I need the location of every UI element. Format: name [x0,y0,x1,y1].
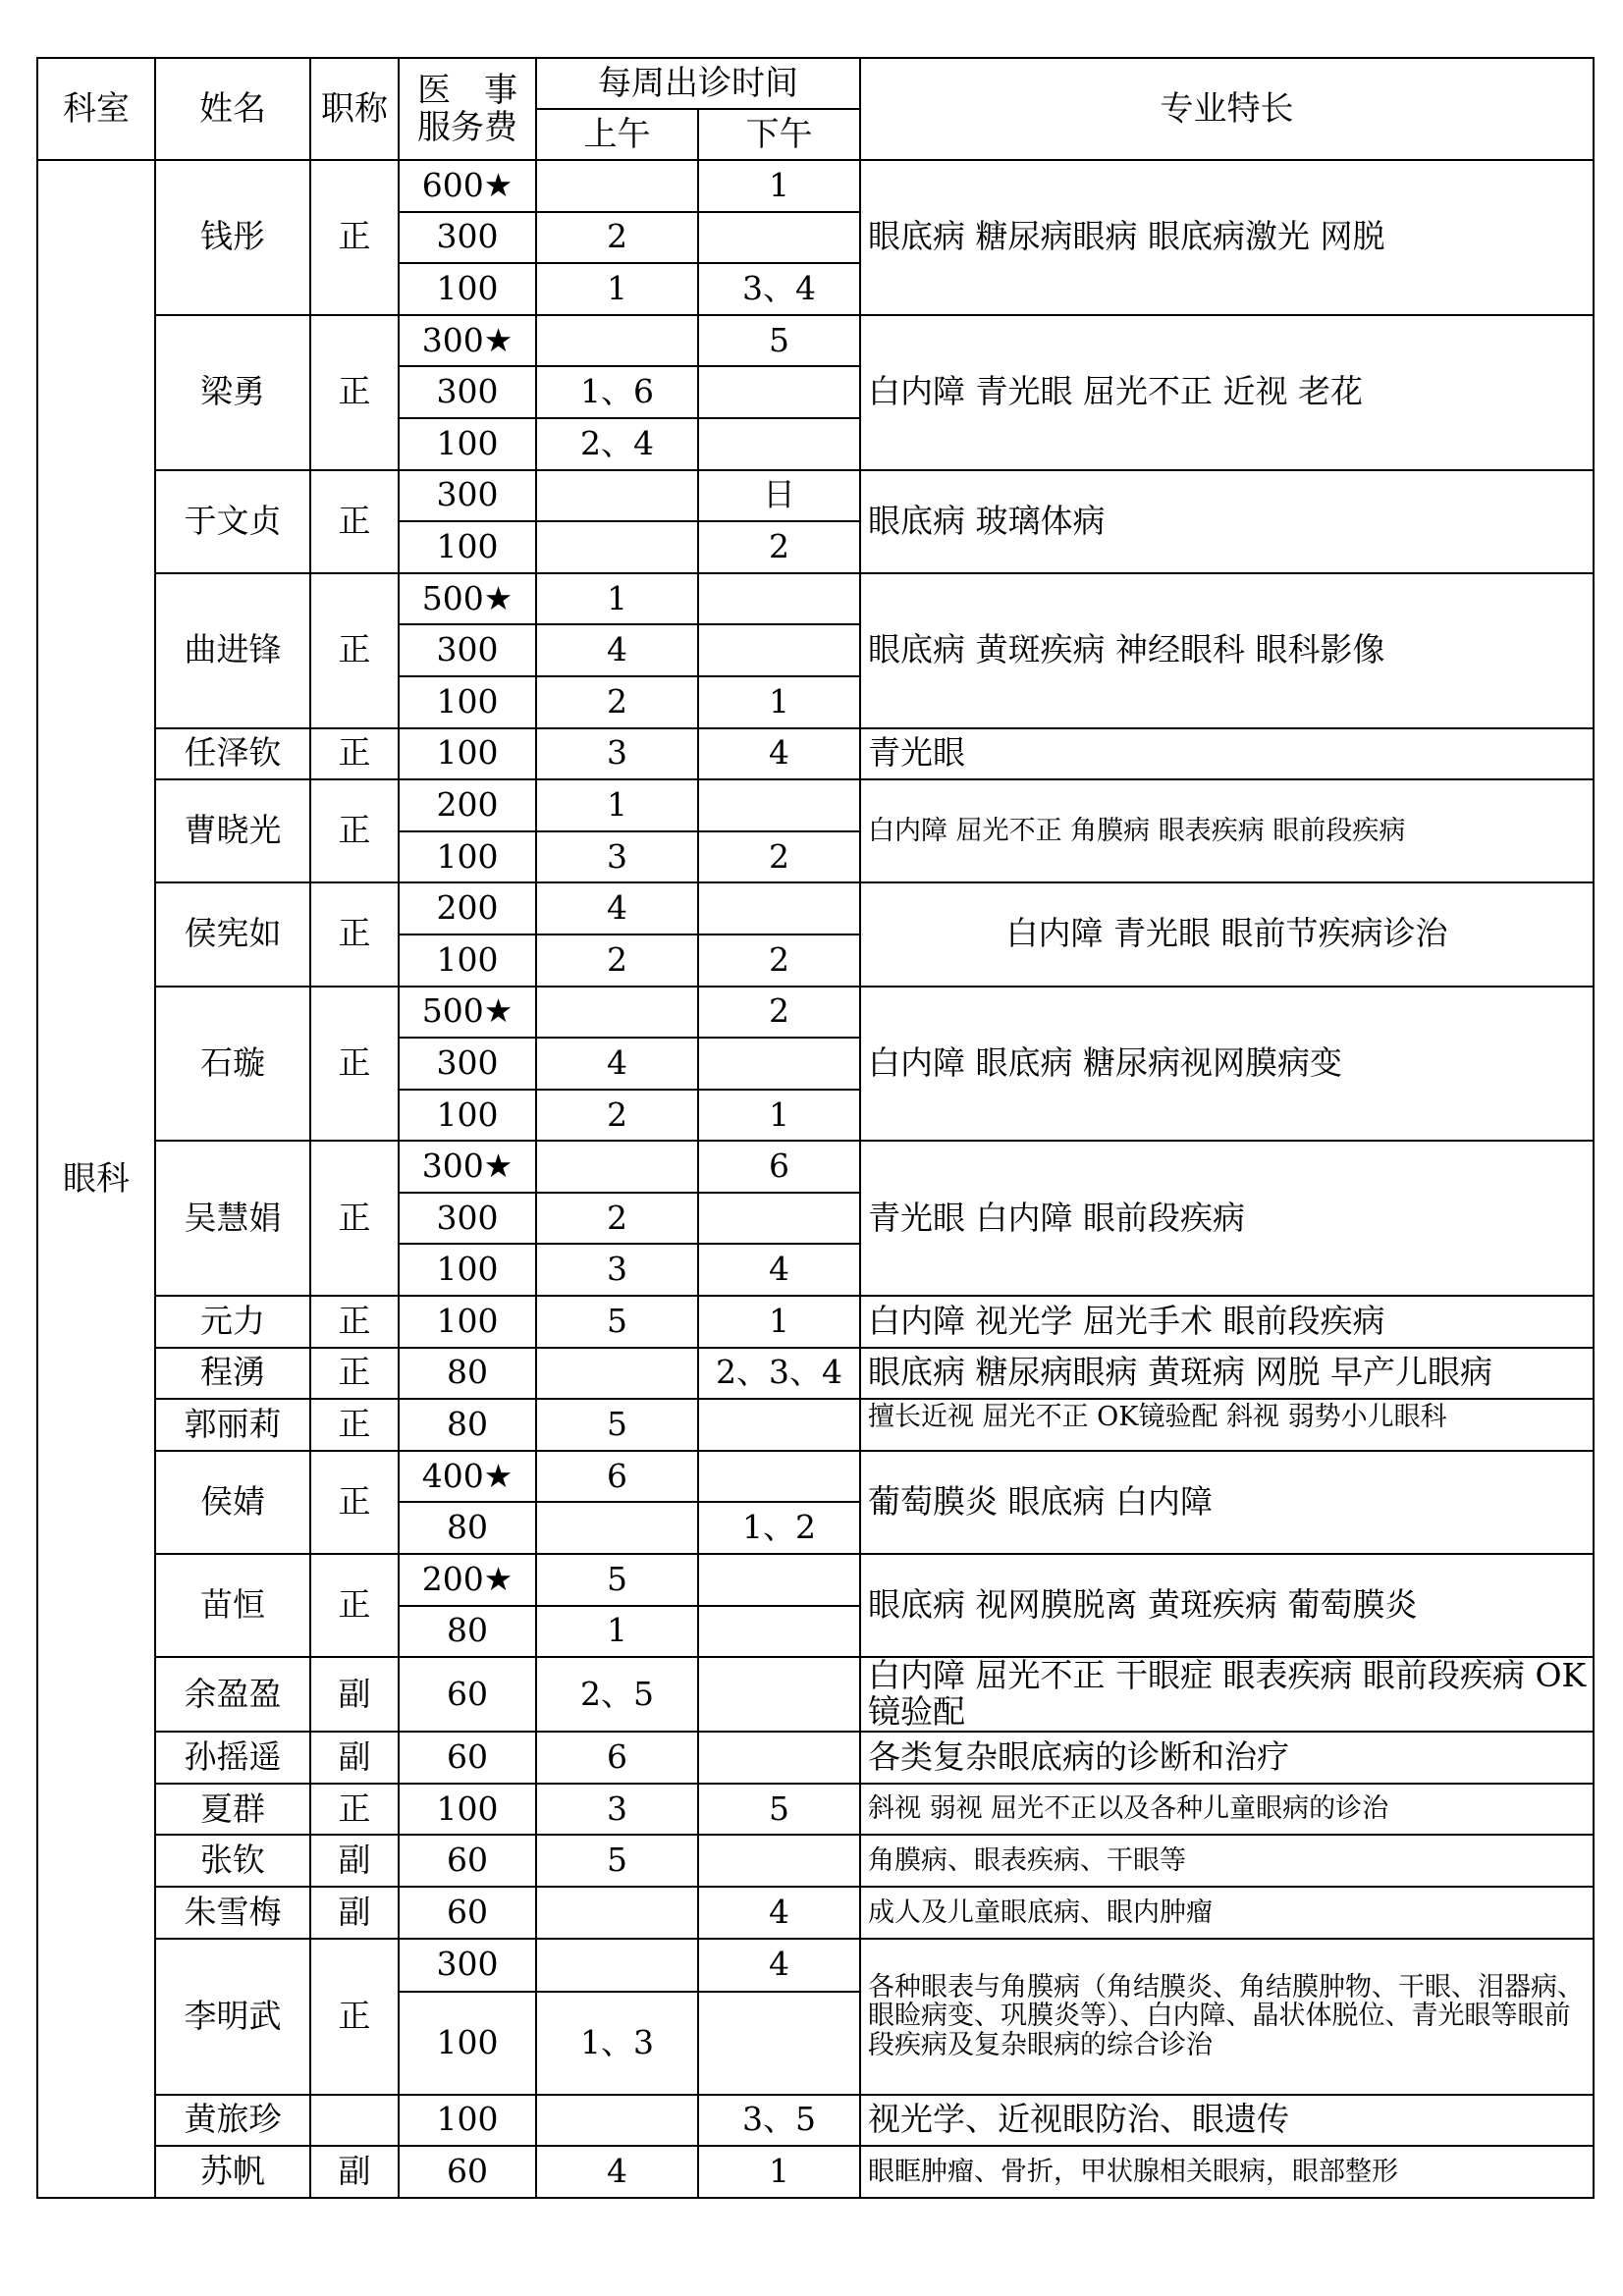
doctor-title: 正 [310,160,399,315]
morning-days: 2 [536,212,698,264]
doctor-specialty: 青光眼 白内障 眼前段疾病 [860,1141,1594,1296]
doctor-specialty: 斜视 弱视 屈光不正以及各种儿童眼病的诊治 [860,1784,1594,1836]
doctor-specialty: 白内障 视光学 屈光手术 眼前段疾病 [860,1296,1594,1348]
table-row [37,1554,1594,1606]
afternoon-days: 4 [698,1887,860,1939]
doctor-title: 正 [310,470,399,573]
doctor-specialty: 视光学、近视眼防治、眼遗传 [860,2095,1594,2147]
doctor-name: 曹晓光 [155,779,310,882]
morning-days: 3 [536,1244,698,1296]
afternoon-days [698,1451,860,1503]
table-row [37,728,1594,780]
doctor-name: 程湧 [155,1348,310,1400]
morning-days: 4 [536,624,698,676]
morning-days: 3 [536,1784,698,1836]
doctor-title: 正 [310,1141,399,1296]
doctor-specialty: 葡萄膜炎 眼底病 白内障 [860,1451,1594,1554]
doctor-name: 郭丽莉 [155,1399,310,1451]
doctor-title: 正 [310,1451,399,1554]
morning-days: 3 [536,728,698,780]
doctor-specialty: 眼底病 糖尿病眼病 眼底病激光 网脱 [860,160,1594,315]
afternoon-days: 3、5 [698,2095,860,2147]
doctor-title: 正 [310,1554,399,1657]
doctor-specialty: 白内障 青光眼 眼前节疾病诊治 [860,882,1594,986]
morning-days [536,1141,698,1193]
service-fee: 300 [399,624,536,676]
afternoon-days: 2 [698,521,860,573]
service-fee: 600★ [399,160,536,212]
afternoon-days: 1 [698,676,860,728]
table-row [37,882,1594,934]
service-fee: 60 [399,1732,536,1784]
morning-days [536,987,698,1039]
afternoon-days: 1 [698,2146,860,2198]
service-fee: 200★ [399,1554,536,1606]
doctor-title: 正 [310,1399,399,1451]
doctor-name: 于文贞 [155,470,310,573]
header-name: 姓名 [155,58,310,160]
morning-days [536,470,698,522]
service-fee: 60 [399,1887,536,1939]
doctor-name: 侯宪如 [155,882,310,986]
doctor-title: 正 [310,728,399,780]
service-fee: 300★ [399,315,536,367]
doctor-name: 苗恒 [155,1554,310,1657]
service-fee: 300 [399,470,536,522]
afternoon-days [698,418,860,470]
service-fee: 100 [399,1090,536,1142]
afternoon-days [698,1038,860,1090]
doctor-name: 夏群 [155,1784,310,1836]
morning-days [536,160,698,212]
header-specialty: 专业特长 [860,58,1594,160]
table-row [37,2095,1594,2147]
service-fee: 500★ [399,987,536,1039]
service-fee: 100 [399,418,536,470]
morning-days: 2 [536,1193,698,1245]
header-fee [399,58,536,160]
doctor-specialty-text: 擅长近视 屈光不正 OK镜验配 斜视 弱势小儿眼科 [868,1401,1447,1432]
doctor-name: 李明武 [155,1939,310,2095]
doctor-specialty: 眼底病 糖尿病眼病 黄斑病 网脱 早产儿眼病 [860,1348,1594,1400]
doctor-specialty: 白内障 屈光不正 角膜病 眼表疾病 眼前段疾病 [860,779,1594,882]
doctor-name: 曲进锋 [155,573,310,728]
service-fee: 300 [399,1939,536,1992]
service-fee: 100 [399,831,536,883]
morning-days: 6 [536,1451,698,1503]
afternoon-days: 2 [698,987,860,1039]
morning-days: 2 [536,676,698,728]
service-fee: 100 [399,728,536,780]
table-row [37,573,1594,625]
afternoon-days [698,1554,860,1606]
doctor-title: 正 [310,1784,399,1836]
service-fee: 60 [399,2146,536,2198]
afternoon-days [698,366,860,418]
morning-days [536,521,698,573]
doctor-name: 石璇 [155,987,310,1142]
doctor-name: 苏帆 [155,2146,310,2198]
service-fee: 100 [399,1784,536,1836]
afternoon-days: 3、4 [698,263,860,315]
service-fee: 300 [399,1038,536,1090]
doctor-name: 黄旅珍 [155,2095,310,2147]
afternoon-days: 1 [698,1296,860,1348]
service-fee: 100 [399,263,536,315]
header-department: 科室 [37,58,155,160]
morning-days: 5 [536,1296,698,1348]
morning-days: 1 [536,573,698,625]
service-fee: 100 [399,676,536,728]
service-fee: 100 [399,1244,536,1296]
afternoon-days: 4 [698,1939,860,1992]
afternoon-days: 6 [698,1141,860,1193]
doctor-title: 副 [310,1657,399,1732]
doctor-specialty: 眼底病 黄斑疾病 神经眼科 眼科影像 [860,573,1594,728]
morning-days [536,1939,698,1992]
table-row [37,779,1594,831]
table-row [37,1141,1594,1193]
morning-days: 4 [536,1038,698,1090]
doctor-name: 钱彤 [155,160,310,315]
doctor-title: 副 [310,1887,399,1939]
doctor-name: 任泽钦 [155,728,310,780]
service-fee: 400★ [399,1451,536,1503]
table-row [37,470,1594,522]
afternoon-days: 4 [698,728,860,780]
doctor-specialty: 眼眶肿瘤、骨折，甲状腺相关眼病，眼部整形 [860,2146,1594,2198]
service-fee: 200 [399,779,536,831]
header-weekly-schedule: 每周出诊时间 [536,58,860,109]
header-title: 职称 [310,58,399,160]
doctor-name: 侯婧 [155,1451,310,1554]
doctor-specialty: 白内障 屈光不正 干眼症 眼表疾病 眼前段疾病 OK镜验配 [860,1657,1594,1732]
afternoon-days [698,1399,860,1451]
service-fee: 200 [399,882,536,934]
morning-days [536,315,698,367]
morning-days: 4 [536,882,698,934]
doctor-name: 梁勇 [155,315,310,470]
service-fee: 60 [399,1657,536,1732]
header-afternoon: 下午 [698,109,860,160]
morning-days: 6 [536,1732,698,1784]
table-row [37,1784,1594,1836]
service-fee: 100 [399,521,536,573]
afternoon-days: 日 [698,470,860,522]
morning-days [536,1502,698,1554]
doctor-title: 副 [310,2146,399,2198]
afternoon-days: 2、3、4 [698,1348,860,1400]
doctor-specialty: 白内障 眼底病 糖尿病视网膜病变 [860,987,1594,1142]
table-row [37,1399,1594,1451]
afternoon-days: 5 [698,315,860,367]
table-row [37,1835,1594,1887]
table-row [37,1732,1594,1784]
department-cell: 眼科 [37,160,155,2198]
doctor-title: 副 [310,1835,399,1887]
table-row [37,1451,1594,1503]
morning-days [536,1348,698,1400]
table-row [37,315,1594,367]
service-fee: 80 [399,1606,536,1658]
service-fee: 300 [399,212,536,264]
afternoon-days: 2 [698,831,860,883]
table-row [37,1887,1594,1939]
table-row [37,987,1594,1039]
header-fee-line2: 服务费 [417,108,517,147]
doctor-title: 正 [310,1348,399,1400]
doctor-specialty: 青光眼 [860,728,1594,780]
doctor-title: 副 [310,1732,399,1784]
afternoon-days: 1 [698,1090,860,1142]
doctor-specialty: 成人及儿童眼底病、眼内肿瘤 [860,1887,1594,1939]
service-fee: 100 [399,1992,536,2095]
service-fee: 300★ [399,1141,536,1193]
afternoon-days [698,1835,860,1887]
header-fee-line1: 医 事 [417,70,517,110]
service-fee: 100 [399,2095,536,2147]
doctor-name: 朱雪梅 [155,1887,310,1939]
doctor-specialty: 眼底病 视网膜脱离 黄斑疾病 葡萄膜炎 [860,1554,1594,1657]
doctor-title: 正 [310,315,399,470]
clinic-schedule-table [36,57,1595,2199]
doctor-title: 正 [310,882,399,986]
afternoon-days [698,1193,860,1245]
afternoon-days: 4 [698,1244,860,1296]
table-row [37,1939,1594,1992]
morning-days: 2、5 [536,1657,698,1732]
morning-days: 2 [536,934,698,987]
table-row [37,2146,1594,2198]
doctor-specialty: 白内障 青光眼 屈光不正 近视 老花 [860,315,1594,470]
afternoon-days [698,573,860,625]
doctor-specialty: 角膜病、眼表疾病、干眼等 [860,1835,1594,1887]
morning-days: 5 [536,1554,698,1606]
service-fee: 80 [399,1399,536,1451]
morning-days: 2 [536,1090,698,1142]
service-fee: 80 [399,1502,536,1554]
service-fee: 300 [399,1193,536,1245]
afternoon-days [698,882,860,934]
table-row [37,1657,1594,1732]
doctor-title: 正 [310,1939,399,2095]
morning-days: 1、6 [536,366,698,418]
doctor-specialty: 各类复杂眼底病的诊断和治疗 [860,1732,1594,1784]
table-row [37,160,1594,212]
morning-days: 2、4 [536,418,698,470]
doctor-name: 元力 [155,1296,310,1348]
morning-days: 1 [536,1606,698,1658]
doctor-title: 正 [310,573,399,728]
service-fee: 100 [399,1296,536,1348]
doctor-title: 正 [310,779,399,882]
service-fee: 100 [399,934,536,987]
doctor-title: 正 [310,1296,399,1348]
morning-days: 1、3 [536,1992,698,2095]
morning-days: 5 [536,1399,698,1451]
doctor-name: 张钦 [155,1835,310,1887]
service-fee: 500★ [399,573,536,625]
service-fee: 80 [399,1348,536,1400]
header-morning: 上午 [536,109,698,160]
table-row [37,1348,1594,1400]
morning-days [536,1887,698,1939]
doctor-specialty: 各种眼表与角膜病（角结膜炎、角结膜肿物、干眼、泪器病、眼睑病变、巩膜炎等）、白内障、晶状体脱位、青光眼等眼前段疾病及复杂眼病的综合诊治 [860,1939,1594,2095]
doctor-specialty [860,1399,1594,1451]
service-fee: 300 [399,366,536,418]
afternoon-days [698,779,860,831]
doctor-title: 正 [310,987,399,1142]
doctor-title [310,2095,399,2147]
doctor-name: 余盈盈 [155,1657,310,1732]
afternoon-days [698,1732,860,1784]
morning-days: 4 [536,2146,698,2198]
afternoon-days: 1 [698,160,860,212]
morning-days: 1 [536,779,698,831]
afternoon-days: 5 [698,1784,860,1836]
morning-days: 5 [536,1835,698,1887]
morning-days: 3 [536,831,698,883]
afternoon-days: 1、2 [698,1502,860,1554]
afternoon-days [698,212,860,264]
table-row [37,1296,1594,1348]
doctor-name: 吴慧娟 [155,1141,310,1296]
afternoon-days [698,1606,860,1658]
morning-days [536,2095,698,2147]
service-fee: 60 [399,1835,536,1887]
doctor-specialty: 眼底病 玻璃体病 [860,470,1594,573]
afternoon-days [698,1992,860,2095]
afternoon-days: 2 [698,934,860,987]
afternoon-days [698,624,860,676]
afternoon-days [698,1657,860,1732]
doctor-name: 孙摇遥 [155,1732,310,1784]
morning-days: 1 [536,263,698,315]
